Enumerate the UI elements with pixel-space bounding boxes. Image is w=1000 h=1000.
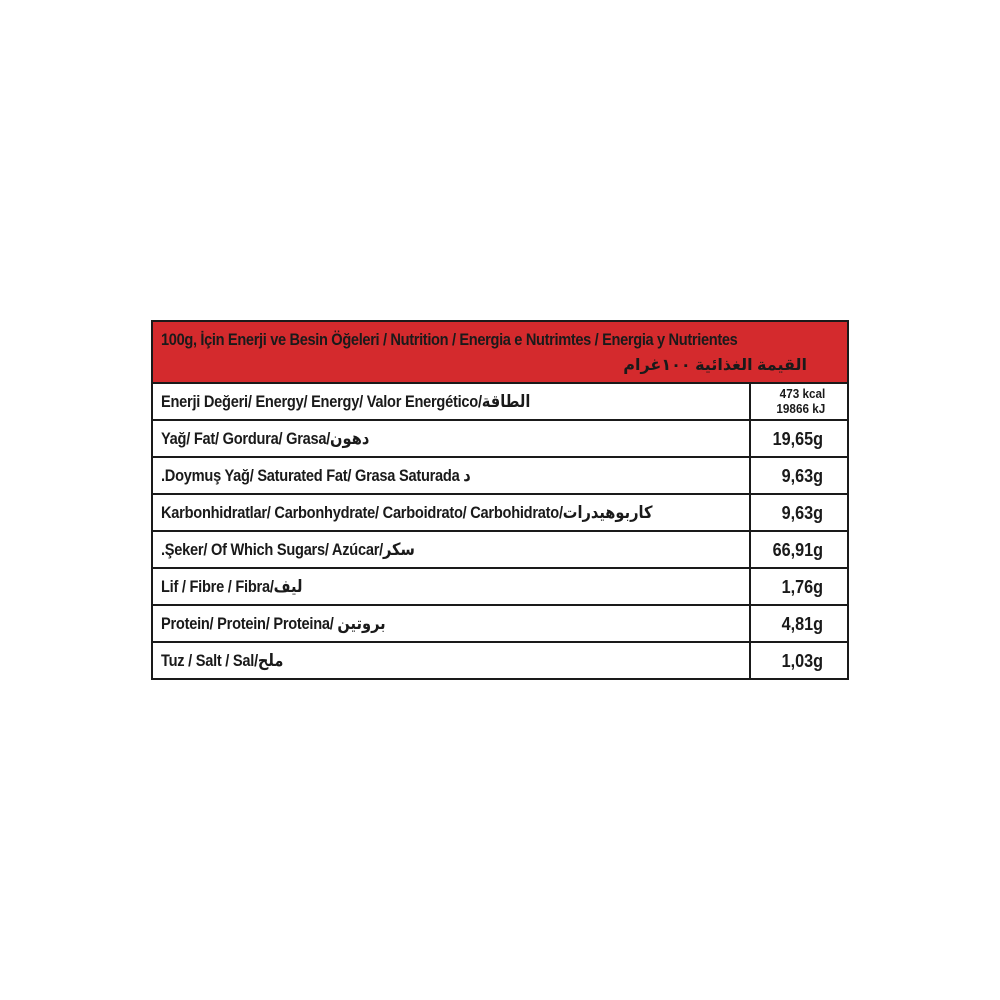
nutrient-name: Tuz / Salt / Sal/ملح — [161, 651, 284, 670]
nutrient-value: 9,63g — [781, 466, 823, 486]
nutrient-value: 4,81g — [781, 614, 823, 634]
nutrition-row — [153, 569, 847, 606]
nutrition-row — [153, 421, 847, 458]
nutrient-name: Protein/ Protein/ Proteina/ بروتين — [161, 614, 386, 633]
nutrient-name: Enerji Değeri/ Energy/ Energy/ Valor Energético/الطاقة — [161, 392, 531, 411]
nutrition-row-energy — [153, 384, 847, 421]
header-title-arabic: القيمة الغذائية ١٠٠غرام — [623, 357, 807, 374]
nutrient-value: 19,65g — [772, 429, 823, 449]
column-divider — [749, 643, 751, 680]
nutrient-name: Yağ/ Fat/ Gordura/ Grasa/دهون — [161, 429, 370, 448]
nutrition-row — [153, 606, 847, 643]
nutrition-table — [151, 320, 849, 680]
column-divider — [749, 569, 751, 604]
energy-kcal: 473 kcal — [779, 386, 825, 401]
energy-values — [776, 386, 825, 416]
nutrient-name: .Şeker/ Of Which Sugars/ Azúcar/سكر — [161, 540, 415, 559]
nutrient-value: 1,76g — [781, 577, 823, 597]
energy-kj: 19866 kJ — [776, 401, 825, 416]
nutrition-row — [153, 532, 847, 569]
nutrition-row — [153, 495, 847, 532]
column-divider — [749, 458, 751, 493]
column-divider — [749, 384, 751, 419]
nutrition-rows — [153, 384, 847, 680]
column-divider — [749, 421, 751, 456]
nutrition-header — [153, 322, 847, 384]
column-divider — [749, 532, 751, 567]
header-title: 100g, İçin Enerji ve Besin Öğeleri / Nutrition / Energia e Nutrimtes / Energia y Nutrientes — [161, 330, 738, 349]
column-divider — [749, 606, 751, 641]
nutrient-name: Karbonhidratlar/ Carbonhydrate/ Carboidrato/ Carbohidrato/كاربوهيدرات — [161, 503, 653, 522]
nutrient-name: Lif / Fibre / Fibra/ليف — [161, 577, 303, 596]
nutrient-name: .Doymuş Yağ/ Saturated Fat/ Grasa Saturada د — [161, 466, 471, 485]
nutrient-value: 1,03g — [781, 651, 823, 671]
nutrition-row — [153, 643, 847, 680]
nutrition-row — [153, 458, 847, 495]
nutrient-value: 66,91g — [772, 540, 823, 560]
column-divider — [749, 495, 751, 530]
nutrient-value: 9,63g — [781, 503, 823, 523]
